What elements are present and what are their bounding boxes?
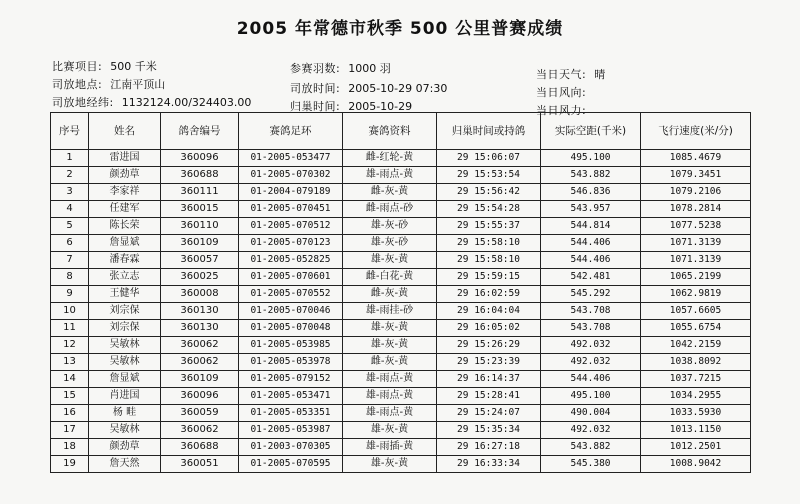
cell-speed: 1037.7215 [641, 371, 751, 388]
cell-loft-no: 360111 [161, 184, 239, 201]
cell-distance: 490.004 [541, 405, 641, 422]
cell-loft-no: 360688 [161, 439, 239, 456]
table-row [51, 388, 751, 405]
table-row [51, 422, 751, 439]
cell-name: 刘宗保 [89, 320, 161, 337]
release-time-info [290, 80, 447, 96]
cell-loft-no: 360025 [161, 269, 239, 286]
cell-loft-no: 360062 [161, 354, 239, 371]
cell-ring: 01-2005-070595 [239, 456, 343, 473]
cell-return-time: 29 15:58:10 [437, 252, 541, 269]
cell-name: 雷进国 [89, 150, 161, 167]
cell-name: 吴敏林 [89, 354, 161, 371]
cell-return-time: 29 15:24:07 [437, 405, 541, 422]
table-body [51, 150, 751, 473]
cell-pigeon-info: 雌-灰-黄 [343, 354, 437, 371]
cell-speed: 1079.3451 [641, 167, 751, 184]
cell-speed: 1085.4679 [641, 150, 751, 167]
cell-loft-no: 360096 [161, 388, 239, 405]
cell-no: 14 [51, 371, 89, 388]
cell-ring: 01-2004-079189 [239, 184, 343, 201]
cell-pigeon-info: 雄-雨点-黄 [343, 388, 437, 405]
table-row [51, 456, 751, 473]
cell-return-time: 29 16:27:18 [437, 439, 541, 456]
cell-loft-no: 360057 [161, 252, 239, 269]
entries-value: 1000 羽 [348, 62, 391, 75]
cell-return-time: 29 16:33:34 [437, 456, 541, 473]
cell-pigeon-info: 雄-雨插-黄 [343, 439, 437, 456]
cell-speed: 1065.2199 [641, 269, 751, 286]
cell-distance: 546.836 [541, 184, 641, 201]
cell-return-time: 29 15:28:41 [437, 388, 541, 405]
table-row [51, 167, 751, 184]
cell-speed: 1077.5238 [641, 218, 751, 235]
wind-direction-info [536, 84, 594, 100]
release-coords-info [52, 94, 251, 110]
weather-info [536, 66, 605, 82]
cell-return-time: 29 15:35:34 [437, 422, 541, 439]
table-row [51, 235, 751, 252]
cell-no: 18 [51, 439, 89, 456]
cell-no: 13 [51, 354, 89, 371]
cell-speed: 1042.2159 [641, 337, 751, 354]
cell-distance: 544.406 [541, 252, 641, 269]
table-row [51, 337, 751, 354]
cell-name: 吴敏林 [89, 337, 161, 354]
cell-loft-no: 360688 [161, 167, 239, 184]
release-time-label: 司放时间: [290, 82, 341, 95]
cell-loft-no: 360015 [161, 201, 239, 218]
cell-name: 李家祥 [89, 184, 161, 201]
cell-distance: 543.882 [541, 439, 641, 456]
page-title: 2005 年常德市秋季 500 公里普赛成绩 [236, 19, 564, 39]
cell-return-time: 29 15:54:28 [437, 201, 541, 218]
cell-name: 任建军 [89, 201, 161, 218]
cell-name: 詹天然 [89, 456, 161, 473]
release-site-label: 司放地点: [52, 78, 103, 91]
cell-loft-no: 360096 [161, 150, 239, 167]
cell-distance: 545.292 [541, 286, 641, 303]
cell-loft-no: 360062 [161, 422, 239, 439]
header-name: 姓名 [89, 113, 161, 150]
cell-no: 12 [51, 337, 89, 354]
cell-pigeon-info: 雄-雨点-黄 [343, 167, 437, 184]
cell-distance: 495.100 [541, 388, 641, 405]
entries-label: 参赛羽数: [290, 62, 341, 75]
cell-ring: 01-2005-053985 [239, 337, 343, 354]
cell-return-time: 29 15:55:37 [437, 218, 541, 235]
cell-name: 詹显斌 [89, 235, 161, 252]
event-info [52, 58, 157, 74]
cell-no: 5 [51, 218, 89, 235]
cell-ring: 01-2005-070512 [239, 218, 343, 235]
cell-pigeon-info: 雄-灰-砂 [343, 218, 437, 235]
table-row [51, 252, 751, 269]
weather-label: 当日天气: [536, 68, 587, 81]
cell-pigeon-info: 雌-灰-黄 [343, 184, 437, 201]
cell-ring: 01-2005-079152 [239, 371, 343, 388]
cell-ring: 01-2005-070302 [239, 167, 343, 184]
cell-ring: 01-2005-052825 [239, 252, 343, 269]
cell-return-time: 29 16:04:04 [437, 303, 541, 320]
cell-no: 16 [51, 405, 89, 422]
cell-pigeon-info: 雄-灰-黄 [343, 456, 437, 473]
cell-name: 杨 畦 [89, 405, 161, 422]
cell-speed: 1057.6605 [641, 303, 751, 320]
cell-name: 詹显斌 [89, 371, 161, 388]
header-ring: 赛鸽足环 [239, 113, 343, 150]
table-row [51, 150, 751, 167]
cell-no: 17 [51, 422, 89, 439]
cell-distance: 492.032 [541, 354, 641, 371]
cell-pigeon-info: 雄-灰-砂 [343, 235, 437, 252]
coords-value: 1132124.00/324403.00 [121, 96, 252, 109]
cell-speed: 1062.9819 [641, 286, 751, 303]
cell-speed: 1079.2106 [641, 184, 751, 201]
cell-no: 1 [51, 150, 89, 167]
cell-name: 陈长荣 [89, 218, 161, 235]
table-row [51, 269, 751, 286]
event-label: 比赛项目: [52, 60, 103, 73]
cell-pigeon-info: 雌-白花-黄 [343, 269, 437, 286]
cell-loft-no: 360062 [161, 337, 239, 354]
cell-distance: 542.481 [541, 269, 641, 286]
table-row [51, 218, 751, 235]
cell-speed: 1038.8092 [641, 354, 751, 371]
cell-loft-no: 360051 [161, 456, 239, 473]
cell-speed: 1008.9042 [641, 456, 751, 473]
table-row [51, 405, 751, 422]
wind-force-label: 当日风力: [536, 104, 587, 117]
cell-pigeon-info: 雄-雨挂-砂 [343, 303, 437, 320]
cell-name: 肖进国 [89, 388, 161, 405]
header-loft-no: 鸽舍编号 [161, 113, 239, 150]
cell-name: 刘宗保 [89, 303, 161, 320]
cell-name: 潘春霖 [89, 252, 161, 269]
cell-distance: 492.032 [541, 337, 641, 354]
cell-ring: 01-2005-053351 [239, 405, 343, 422]
cell-pigeon-info: 雄-灰-黄 [343, 252, 437, 269]
cell-pigeon-info: 雄-灰-黄 [343, 422, 437, 439]
cell-no: 3 [51, 184, 89, 201]
release-site-info [52, 76, 165, 92]
table-row [51, 303, 751, 320]
cell-pigeon-info: 雄-雨点-黄 [343, 405, 437, 422]
cell-return-time: 29 15:53:54 [437, 167, 541, 184]
return-time-value: 2005-10-29 [348, 100, 413, 113]
cell-ring: 01-2005-053477 [239, 150, 343, 167]
wind-direction-label: 当日风向: [536, 86, 587, 99]
table-row [51, 184, 751, 201]
cell-speed: 1033.5930 [641, 405, 751, 422]
entries-info [290, 60, 391, 76]
cell-loft-no: 360109 [161, 235, 239, 252]
cell-pigeon-info: 雌-雨点-砂 [343, 201, 437, 218]
cell-no: 4 [51, 201, 89, 218]
header-return-time: 归巢时间或持鸽 [437, 113, 541, 150]
cell-name: 王健华 [89, 286, 161, 303]
header-pigeon-info: 赛鸽资料 [343, 113, 437, 150]
cell-return-time: 29 15:58:10 [437, 235, 541, 252]
cell-loft-no: 360059 [161, 405, 239, 422]
cell-return-time: 29 15:26:29 [437, 337, 541, 354]
cell-distance: 544.814 [541, 218, 641, 235]
cell-loft-no: 360130 [161, 320, 239, 337]
cell-return-time: 29 15:06:07 [437, 150, 541, 167]
cell-ring: 01-2003-070305 [239, 439, 343, 456]
cell-distance: 495.100 [541, 150, 641, 167]
cell-loft-no: 360109 [161, 371, 239, 388]
cell-no: 6 [51, 235, 89, 252]
cell-speed: 1071.3139 [641, 235, 751, 252]
cell-loft-no: 360130 [161, 303, 239, 320]
cell-no: 9 [51, 286, 89, 303]
results-table [50, 112, 751, 473]
cell-ring: 01-2005-070601 [239, 269, 343, 286]
cell-no: 15 [51, 388, 89, 405]
cell-distance: 543.708 [541, 320, 641, 337]
cell-pigeon-info: 雄-雨点-黄 [343, 371, 437, 388]
cell-return-time: 29 15:59:15 [437, 269, 541, 286]
cell-ring: 01-2005-053987 [239, 422, 343, 439]
cell-no: 7 [51, 252, 89, 269]
cell-distance: 544.406 [541, 371, 641, 388]
cell-distance: 543.957 [541, 201, 641, 218]
cell-speed: 1078.2814 [641, 201, 751, 218]
cell-ring: 01-2005-070123 [239, 235, 343, 252]
table-row [51, 354, 751, 371]
release-site-value: 江南平顶山 [110, 78, 166, 91]
cell-return-time: 29 15:56:42 [437, 184, 541, 201]
cell-no: 8 [51, 269, 89, 286]
cell-distance: 545.380 [541, 456, 641, 473]
cell-name: 颜劲草 [89, 439, 161, 456]
table-row [51, 320, 751, 337]
header-speed: 飞行速度(米/分) [641, 113, 751, 150]
cell-ring: 01-2005-070552 [239, 286, 343, 303]
event-value: 500 千米 [110, 60, 157, 73]
cell-loft-no: 360110 [161, 218, 239, 235]
cell-speed: 1034.2955 [641, 388, 751, 405]
table-row [51, 201, 751, 218]
cell-ring: 01-2005-053471 [239, 388, 343, 405]
cell-pigeon-info: 雄-灰-黄 [343, 337, 437, 354]
cell-speed: 1055.6754 [641, 320, 751, 337]
cell-distance: 543.708 [541, 303, 641, 320]
weather-value: 晴 [594, 68, 606, 81]
cell-pigeon-info: 雄-灰-黄 [343, 320, 437, 337]
return-time-label: 归巢时间: [290, 100, 341, 113]
cell-speed: 1071.3139 [641, 252, 751, 269]
cell-ring: 01-2005-070048 [239, 320, 343, 337]
cell-return-time: 29 16:05:02 [437, 320, 541, 337]
cell-no: 2 [51, 167, 89, 184]
table-row [51, 286, 751, 303]
cell-distance: 544.406 [541, 235, 641, 252]
cell-return-time: 29 15:23:39 [437, 354, 541, 371]
cell-ring: 01-2005-070451 [239, 201, 343, 218]
cell-no: 10 [51, 303, 89, 320]
cell-pigeon-info: 雌-红轮-黄 [343, 150, 437, 167]
cell-no: 19 [51, 456, 89, 473]
header-distance: 实际空距(千米) [541, 113, 641, 150]
cell-speed: 1012.2501 [641, 439, 751, 456]
table-row [51, 439, 751, 456]
cell-speed: 1013.1150 [641, 422, 751, 439]
table-row [51, 371, 751, 388]
release-time-value: 2005-10-29 07:30 [348, 82, 448, 95]
cell-name: 颜劲草 [89, 167, 161, 184]
cell-distance: 492.032 [541, 422, 641, 439]
cell-distance: 543.882 [541, 167, 641, 184]
cell-loft-no: 360008 [161, 286, 239, 303]
cell-ring: 01-2005-053978 [239, 354, 343, 371]
cell-name: 张立志 [89, 269, 161, 286]
cell-name: 吴敏林 [89, 422, 161, 439]
table-header-row [51, 113, 751, 150]
cell-return-time: 29 16:02:59 [437, 286, 541, 303]
cell-no: 11 [51, 320, 89, 337]
cell-ring: 01-2005-070046 [239, 303, 343, 320]
header-no: 序号 [51, 113, 89, 150]
cell-return-time: 29 16:14:37 [437, 371, 541, 388]
cell-pigeon-info: 雌-灰-黄 [343, 286, 437, 303]
coords-label: 司放地经纬: [52, 96, 114, 109]
